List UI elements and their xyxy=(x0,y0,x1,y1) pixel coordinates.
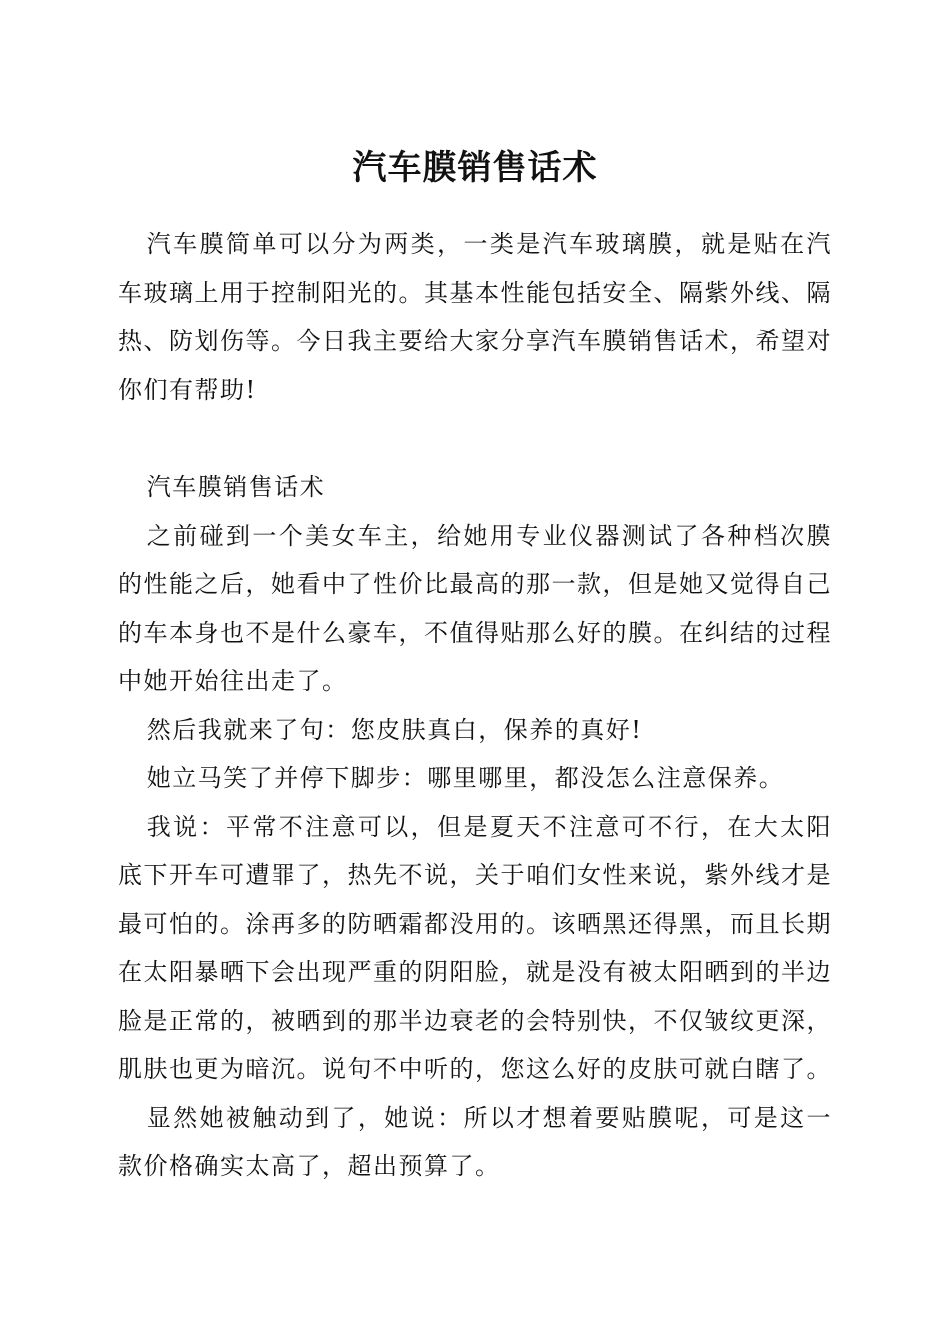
document-body xyxy=(118,220,832,1191)
section-heading: 汽车膜销售话术 xyxy=(146,473,326,501)
dialogue-paragraph: 显然她被触动到了，她说：所以才想着要贴膜呢，可是这一款价格确实太高了，超出预算了。 xyxy=(118,1103,832,1180)
dialogue-paragraph: 然后我就来了句：您皮肤真白，保养的真好! xyxy=(146,715,643,744)
dialogue-paragraph: 我说：平常不注意可以，但是夏天不注意可不行，在大太阳底下开车可遭罪了，热先不说，关于咱们女性来说，紫外线才是最可怕的。涂再多的防晒霜都没用的。该晒黑还得黑，而且长期在太阳暴晒下会出现严重的阴阳脸，就是没有被太阳晒到的半边脸是正常的，被晒到的那半边衰老的会特别快，不仅皱纹更深，肌肤也更为暗沉。说句不中听的，您这么好的皮肤可就白瞎了。 xyxy=(118,812,832,1083)
document-title: 汽车膜销售话术 xyxy=(352,148,598,188)
intro-paragraph: 汽车膜简单可以分为两类，一类是汽车玻璃膜，就是贴在汽车玻璃上用于控制阳光的。其基本性能包括安全、隔紫外线、隔热、防划伤等。今日我主要给大家分享汽车膜销售话术，希望对你们有帮助! xyxy=(118,230,832,404)
dialogue-paragraph: 她立马笑了并停下脚步：哪里哪里，都没怎么注意保养。 xyxy=(146,764,785,792)
story-paragraph: 之前碰到一个美女车主，给她用专业仪器测试了各种档次膜的性能之后，她看中了性价比最高的那一款，但是她又觉得自己的车本身也不是什么豪车，不值得贴那么好的膜。在纠结的过程中她开始往出走了。 xyxy=(118,521,832,695)
